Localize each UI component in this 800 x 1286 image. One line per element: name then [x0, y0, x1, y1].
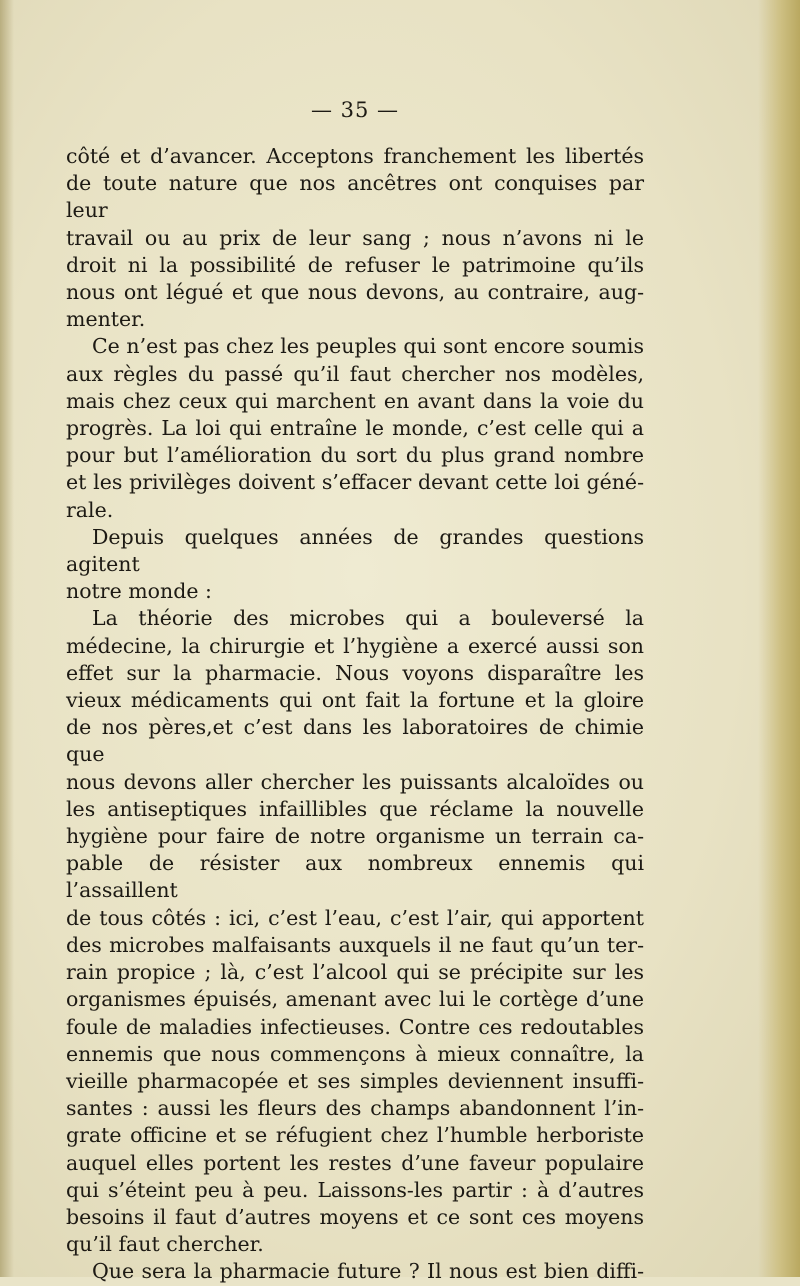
text-line: de tous côtés : ici, c’est l’eau, c’est l’air, qui apportent — [66, 905, 644, 930]
text-line: La théorie des microbes qui a bouleversé la — [92, 606, 644, 631]
paragraph — [66, 605, 644, 1258]
text-line: hygiène pour faire de notre organisme un terrain ca- — [66, 824, 644, 849]
text-line: rale. — [66, 497, 114, 522]
text-line: pour but l’amélioration du sort du plus grand nombre — [66, 443, 644, 468]
text-line: pable de résister aux nombreux ennemis qui l’assaillent — [66, 851, 644, 903]
text-line: travail ou au prix de leur sang ; nous n’avons ni le — [66, 225, 644, 250]
text-line: rain propice ; là, c’est l’alcool qui se précipite sur les — [66, 960, 644, 985]
text-line: aux règles du passé qu’il faut chercher nos modèles, — [66, 361, 644, 386]
text-line: qui s’éteint peu à peu. Laissons-les partir : à d’autres — [66, 1177, 644, 1202]
text-line: de nos pères,et c’est dans les laboratoires de chimie que — [66, 715, 644, 767]
page-right-edge-stain — [758, 0, 800, 1277]
text-line: nous devons aller chercher les puissants alcaloïdes ou — [66, 769, 644, 794]
text-line: des microbes malfaisants auxquels il ne faut qu’un ter- — [66, 932, 644, 957]
paragraph — [66, 143, 644, 333]
text-line: et les privilèges doivent s’effacer devant cette loi géné- — [66, 470, 644, 495]
text-line: de toute nature que nos ancêtres ont conquises par leur — [66, 171, 644, 223]
text-line: vieux médicaments qui ont fait la fortune et la gloire — [66, 688, 644, 713]
page-left-shadow — [0, 0, 14, 1277]
text-line: Ce n’est pas chez les peuples qui sont encore soumis — [92, 334, 644, 359]
text-line: nous ont légué et que nous devons, au contraire, aug- — [66, 280, 644, 305]
text-line: foule de maladies infectieuses. Contre ces redoutables — [66, 1014, 644, 1039]
text-line: qu’il faut chercher. — [66, 1232, 264, 1257]
text-line: progrès. La loi qui entraîne le monde, c’est celle qui a — [66, 416, 644, 441]
text-line: Depuis quelques années de grandes questions agitent — [66, 524, 644, 577]
text-line: médecine, la chirurgie et l’hygiène a exercé aussi son — [66, 633, 644, 658]
text-line: notre monde : — [66, 579, 212, 604]
body-text — [66, 143, 644, 1286]
text-line: besoins il faut d’autres moyens et ce sont ces moyens — [66, 1204, 644, 1229]
paragraph — [66, 1258, 644, 1285]
page-number: — 35 — — [310, 98, 400, 122]
text-line: vieille pharmacopée et ses simples deviennent insuffi- — [66, 1068, 644, 1093]
text-line: auquel elles portent les restes d’une faveur populaire — [66, 1150, 644, 1175]
text-line: mais chez ceux qui marchent en avant dans la voie du — [66, 388, 644, 413]
text-line: côté et d’avancer. Acceptons franchement les libertés — [66, 144, 644, 168]
text-line: les antiseptiques infaillibles que réclame la nouvelle — [66, 796, 644, 821]
paragraph — [66, 333, 644, 523]
text-line: grate officine et se réfugient chez l’humble herboriste — [66, 1123, 644, 1148]
paragraph — [66, 524, 644, 606]
text-line: ennemis que nous commençons à mieux connaître, la — [66, 1041, 644, 1066]
text-line: droit ni la possibilité de refuser le patrimoine qu’ils — [66, 252, 644, 277]
text-line: effet sur la pharmacie. Nous voyons disparaître les — [66, 660, 644, 685]
text-line: organismes épuisés, amenant avec lui le cortège d’une — [66, 987, 644, 1012]
text-line: santes : aussi les fleurs des champs abandonnent l’in- — [66, 1096, 644, 1121]
text-line: menter. — [66, 307, 146, 332]
text-line: Que sera la pharmacie future ? Il nous est bien diffi- — [92, 1259, 644, 1284]
